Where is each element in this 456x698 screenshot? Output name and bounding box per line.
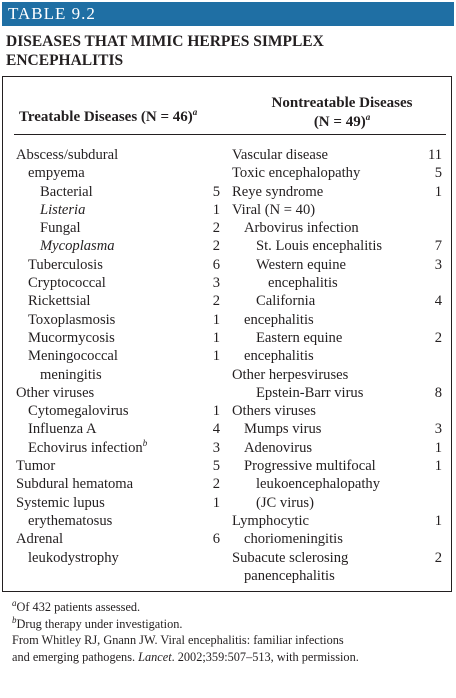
- case-count: 2: [212, 293, 220, 310]
- disease-name: Others viruses: [232, 403, 316, 420]
- disease-name: Toxoplasmosis: [28, 311, 116, 328]
- table-row: [232, 146, 442, 164]
- case-count: 5: [434, 165, 442, 182]
- disease-name: encephalitis: [244, 311, 314, 328]
- case-count: 8: [434, 384, 442, 401]
- case-count: 3: [212, 275, 220, 292]
- table-row: [16, 274, 222, 292]
- disease-name: Epstein-Barr virus: [256, 384, 364, 401]
- table-row: [232, 311, 442, 329]
- table-row: [232, 292, 442, 310]
- case-count: 1: [434, 439, 442, 456]
- disease-name: empyema: [28, 165, 85, 182]
- table-row: [232, 237, 442, 255]
- table-row: [16, 256, 222, 274]
- case-count: 4: [212, 421, 220, 438]
- disease-name: leukodystrophy: [28, 549, 119, 566]
- table-row: [16, 384, 222, 402]
- footnote-mark: b: [142, 437, 148, 448]
- table-row: [232, 512, 442, 530]
- header-left-footnote-mark: a: [192, 107, 198, 117]
- disease-name: Systemic lupus: [16, 494, 105, 511]
- disease-name: choriomeningitis: [244, 531, 343, 548]
- disease-name: Eastern equine: [256, 329, 343, 346]
- table-row: [232, 201, 442, 219]
- disease-name: Adenovirus: [244, 439, 313, 456]
- disease-name: Other herpesviruses: [232, 366, 349, 383]
- table-row: [16, 549, 222, 567]
- table-number-bar: [2, 2, 454, 26]
- case-count: 1: [212, 329, 220, 346]
- case-count: 1: [212, 403, 220, 420]
- table-caption: [6, 32, 446, 70]
- table-row: [16, 183, 222, 201]
- table-row: [16, 219, 222, 237]
- table-row: [16, 530, 222, 548]
- table-row: [232, 366, 442, 384]
- table-row: [232, 439, 442, 457]
- case-count: 4: [434, 293, 442, 310]
- table-row: [232, 164, 442, 182]
- case-count: 5: [212, 458, 220, 475]
- table-row: [16, 146, 222, 164]
- header-right-line-2: (N = 49)$^a$: [313, 112, 371, 130]
- table-row: [16, 457, 222, 475]
- table-row: [16, 311, 222, 329]
- treatable-column: [16, 146, 222, 567]
- table-row: [232, 549, 442, 567]
- case-count: 6: [212, 256, 220, 273]
- disease-name: encephalitis: [268, 275, 338, 292]
- disease-name: Reye syndrome: [232, 183, 324, 200]
- case-count: 2: [434, 329, 442, 346]
- nontreatable-column: [232, 146, 442, 585]
- table-row: [232, 420, 442, 438]
- source-line-1: From Whitley RJ, Gnann JW. Viral encephalitis: familiar infections: [12, 633, 344, 647]
- table-row: [16, 475, 222, 493]
- disease-name: Cytomegalovirus: [28, 403, 129, 420]
- table-row: [232, 219, 442, 237]
- table-row: [232, 530, 442, 548]
- disease-name: Subdural hematoma: [16, 476, 134, 493]
- footnote-a: $^a$Of 432 patients assessed.: [12, 597, 141, 614]
- case-count: 6: [212, 531, 220, 548]
- case-count: 2: [212, 220, 220, 237]
- table-row: [16, 366, 222, 384]
- table-row: [16, 512, 222, 530]
- table-row: [16, 402, 222, 420]
- disease-name: Adrenal: [16, 531, 64, 548]
- table-row: [16, 347, 222, 365]
- disease-name: Viral (N = 40): [232, 201, 316, 218]
- case-count: 2: [434, 549, 442, 566]
- case-count: 1: [212, 201, 220, 218]
- table-row: [232, 457, 442, 475]
- header-nontreatable: [238, 94, 446, 132]
- case-count: 1: [212, 494, 220, 511]
- disease-name: Abscess/subdural: [16, 147, 119, 163]
- disease-name: Meningococcal: [28, 348, 118, 365]
- case-count: 11: [427, 147, 442, 163]
- table-row: [16, 201, 222, 219]
- disease-name: California: [256, 293, 316, 310]
- table-row: [16, 420, 222, 438]
- disease-name: Western equine: [256, 256, 346, 273]
- disease-name: Bacterial: [40, 183, 93, 200]
- case-count: 3: [434, 256, 442, 273]
- table-row: [232, 567, 442, 585]
- disease-name: Toxic encephalopathy: [232, 165, 361, 182]
- table-row: [16, 237, 222, 255]
- case-count: 3: [434, 421, 442, 438]
- disease-name: Mucormycosis: [28, 329, 115, 346]
- disease-name: Lymphocytic: [232, 512, 310, 529]
- disease-name: Tumor: [16, 458, 56, 475]
- table-footnotes: [12, 599, 450, 665]
- disease-name: Tuberculosis: [28, 256, 103, 273]
- table-number: TABLE 9.2: [8, 4, 96, 23]
- disease-name: Influenza A: [28, 421, 97, 438]
- disease-name: Listeria: [40, 201, 86, 218]
- disease-name: Arbovirus infection: [244, 220, 359, 237]
- disease-name: Cryptococcal: [28, 275, 106, 292]
- disease-name: (JC virus): [256, 494, 314, 511]
- table-row: [232, 494, 442, 512]
- table-row: [232, 274, 442, 292]
- disease-name: Progressive multifocal: [244, 458, 376, 475]
- table-row: [232, 329, 442, 347]
- table-row: [16, 329, 222, 347]
- table-row: [16, 494, 222, 512]
- case-count: 1: [434, 458, 442, 475]
- table-row: [232, 475, 442, 493]
- disease-name: Subacute sclerosing: [232, 549, 349, 566]
- disease-name: meningitis: [40, 366, 102, 383]
- table-row: [16, 292, 222, 310]
- header-treatable: Treatable Diseases (N = 46)$^a$: [19, 107, 198, 125]
- disease-name: Mumps virus: [244, 421, 322, 438]
- case-count: 2: [212, 238, 220, 255]
- footnote-b: $^b$Drug therapy under investigation.: [12, 614, 183, 631]
- disease-name: Echovirus infection$^b$: [28, 437, 148, 456]
- disease-name: Mycoplasma: [40, 238, 115, 255]
- table-row: [232, 183, 442, 201]
- disease-name: Fungal: [40, 220, 81, 237]
- disease-name: leukoencephalopathy: [256, 476, 380, 493]
- table-row: [16, 439, 222, 457]
- case-count: 1: [212, 311, 220, 328]
- source-journal: Lancet: [138, 649, 172, 664]
- disease-name: Rickettsial: [28, 293, 91, 310]
- header-right-line-1: Nontreatable Diseases: [271, 95, 413, 111]
- header-rule: [14, 134, 446, 135]
- disease-name: erythematosus: [28, 512, 113, 529]
- case-count: 7: [434, 238, 442, 255]
- table-row: [16, 164, 222, 182]
- case-count: 1: [434, 512, 442, 529]
- table-row: [232, 347, 442, 365]
- case-count: 1: [212, 348, 220, 365]
- table-row: [232, 384, 442, 402]
- table-row: [232, 256, 442, 274]
- caption-line-1: DISEASES THAT MIMIC HERPES SIMPLEX: [6, 33, 324, 50]
- disease-name: panencephalitis: [244, 567, 335, 584]
- table-row: [232, 402, 442, 420]
- header-right-footnote-mark: a: [365, 112, 371, 122]
- case-count: 2: [212, 476, 220, 493]
- disease-name: Other viruses: [16, 384, 95, 401]
- disease-name: Vascular disease: [232, 147, 329, 163]
- source-line-2: and emerging pathogens. Lancet. 2002;359:507–513, with permission.: [12, 649, 359, 664]
- disease-name: encephalitis: [244, 348, 314, 365]
- case-count: 1: [434, 183, 442, 200]
- case-count: 5: [212, 183, 220, 200]
- disease-name: St. Louis encephalitis: [256, 238, 383, 255]
- caption-line-2: ENCEPHALITIS: [6, 52, 124, 69]
- case-count: 3: [212, 439, 220, 456]
